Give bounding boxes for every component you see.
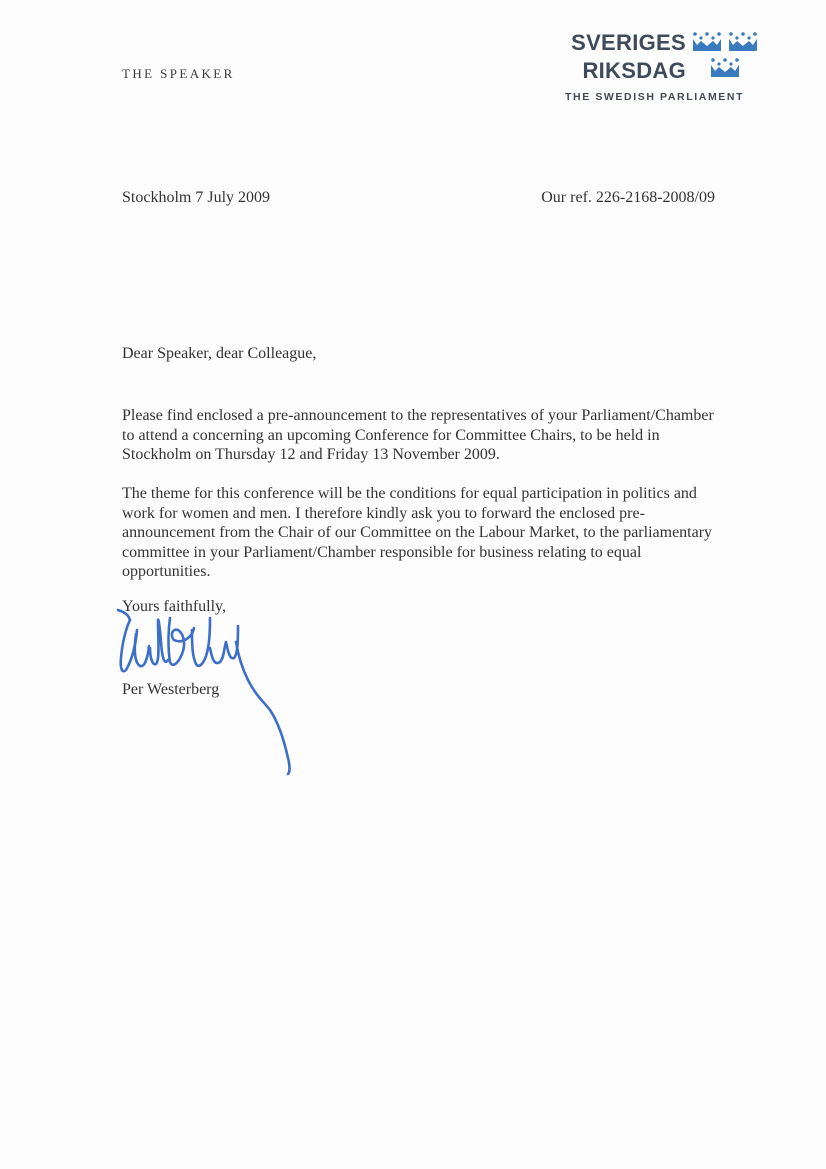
logo-line-riksdag: RIKSDAG — [582, 58, 686, 83]
signer-name: Per Westerberg — [122, 681, 220, 698]
reference-number: Our ref. 226-2168-2008/09 — [541, 189, 715, 206]
place-and-date: Stockholm 7 July 2009 — [122, 189, 271, 206]
body-paragraph: Please find enclosed a pre-announcement to the representatives of your Parliament/Chamber to attend a concerning an upcoming Conference for Committee Chairs, to be held in Stockholm on Thursday 12 and Friday 13 November 2009. — [122, 407, 714, 463]
handwritten-signature — [112, 608, 302, 780]
riksdag-logo — [560, 26, 770, 106]
closing: Yours faithfully, — [122, 598, 227, 615]
office-heading: THE SPEAKER — [122, 66, 235, 81]
salutation: Dear Speaker, dear Colleague, — [122, 345, 317, 362]
logo-subtitle: THE SWEDISH PARLIAMENT — [565, 91, 745, 103]
logo-line-sveriges: SVERIGES — [571, 30, 686, 55]
three-crowns-icon — [690, 28, 762, 82]
body-paragraph: The theme for this conference will be the conditions for equal participation in politics and work for women and men. I therefore kindly ask you to forward the enclosed pre-announcement from the Chair of our Committee on the Labour Market, to the parliamentary committee in your Parliament/Chamber responsible for business relating to equal opportunities. — [122, 485, 713, 580]
